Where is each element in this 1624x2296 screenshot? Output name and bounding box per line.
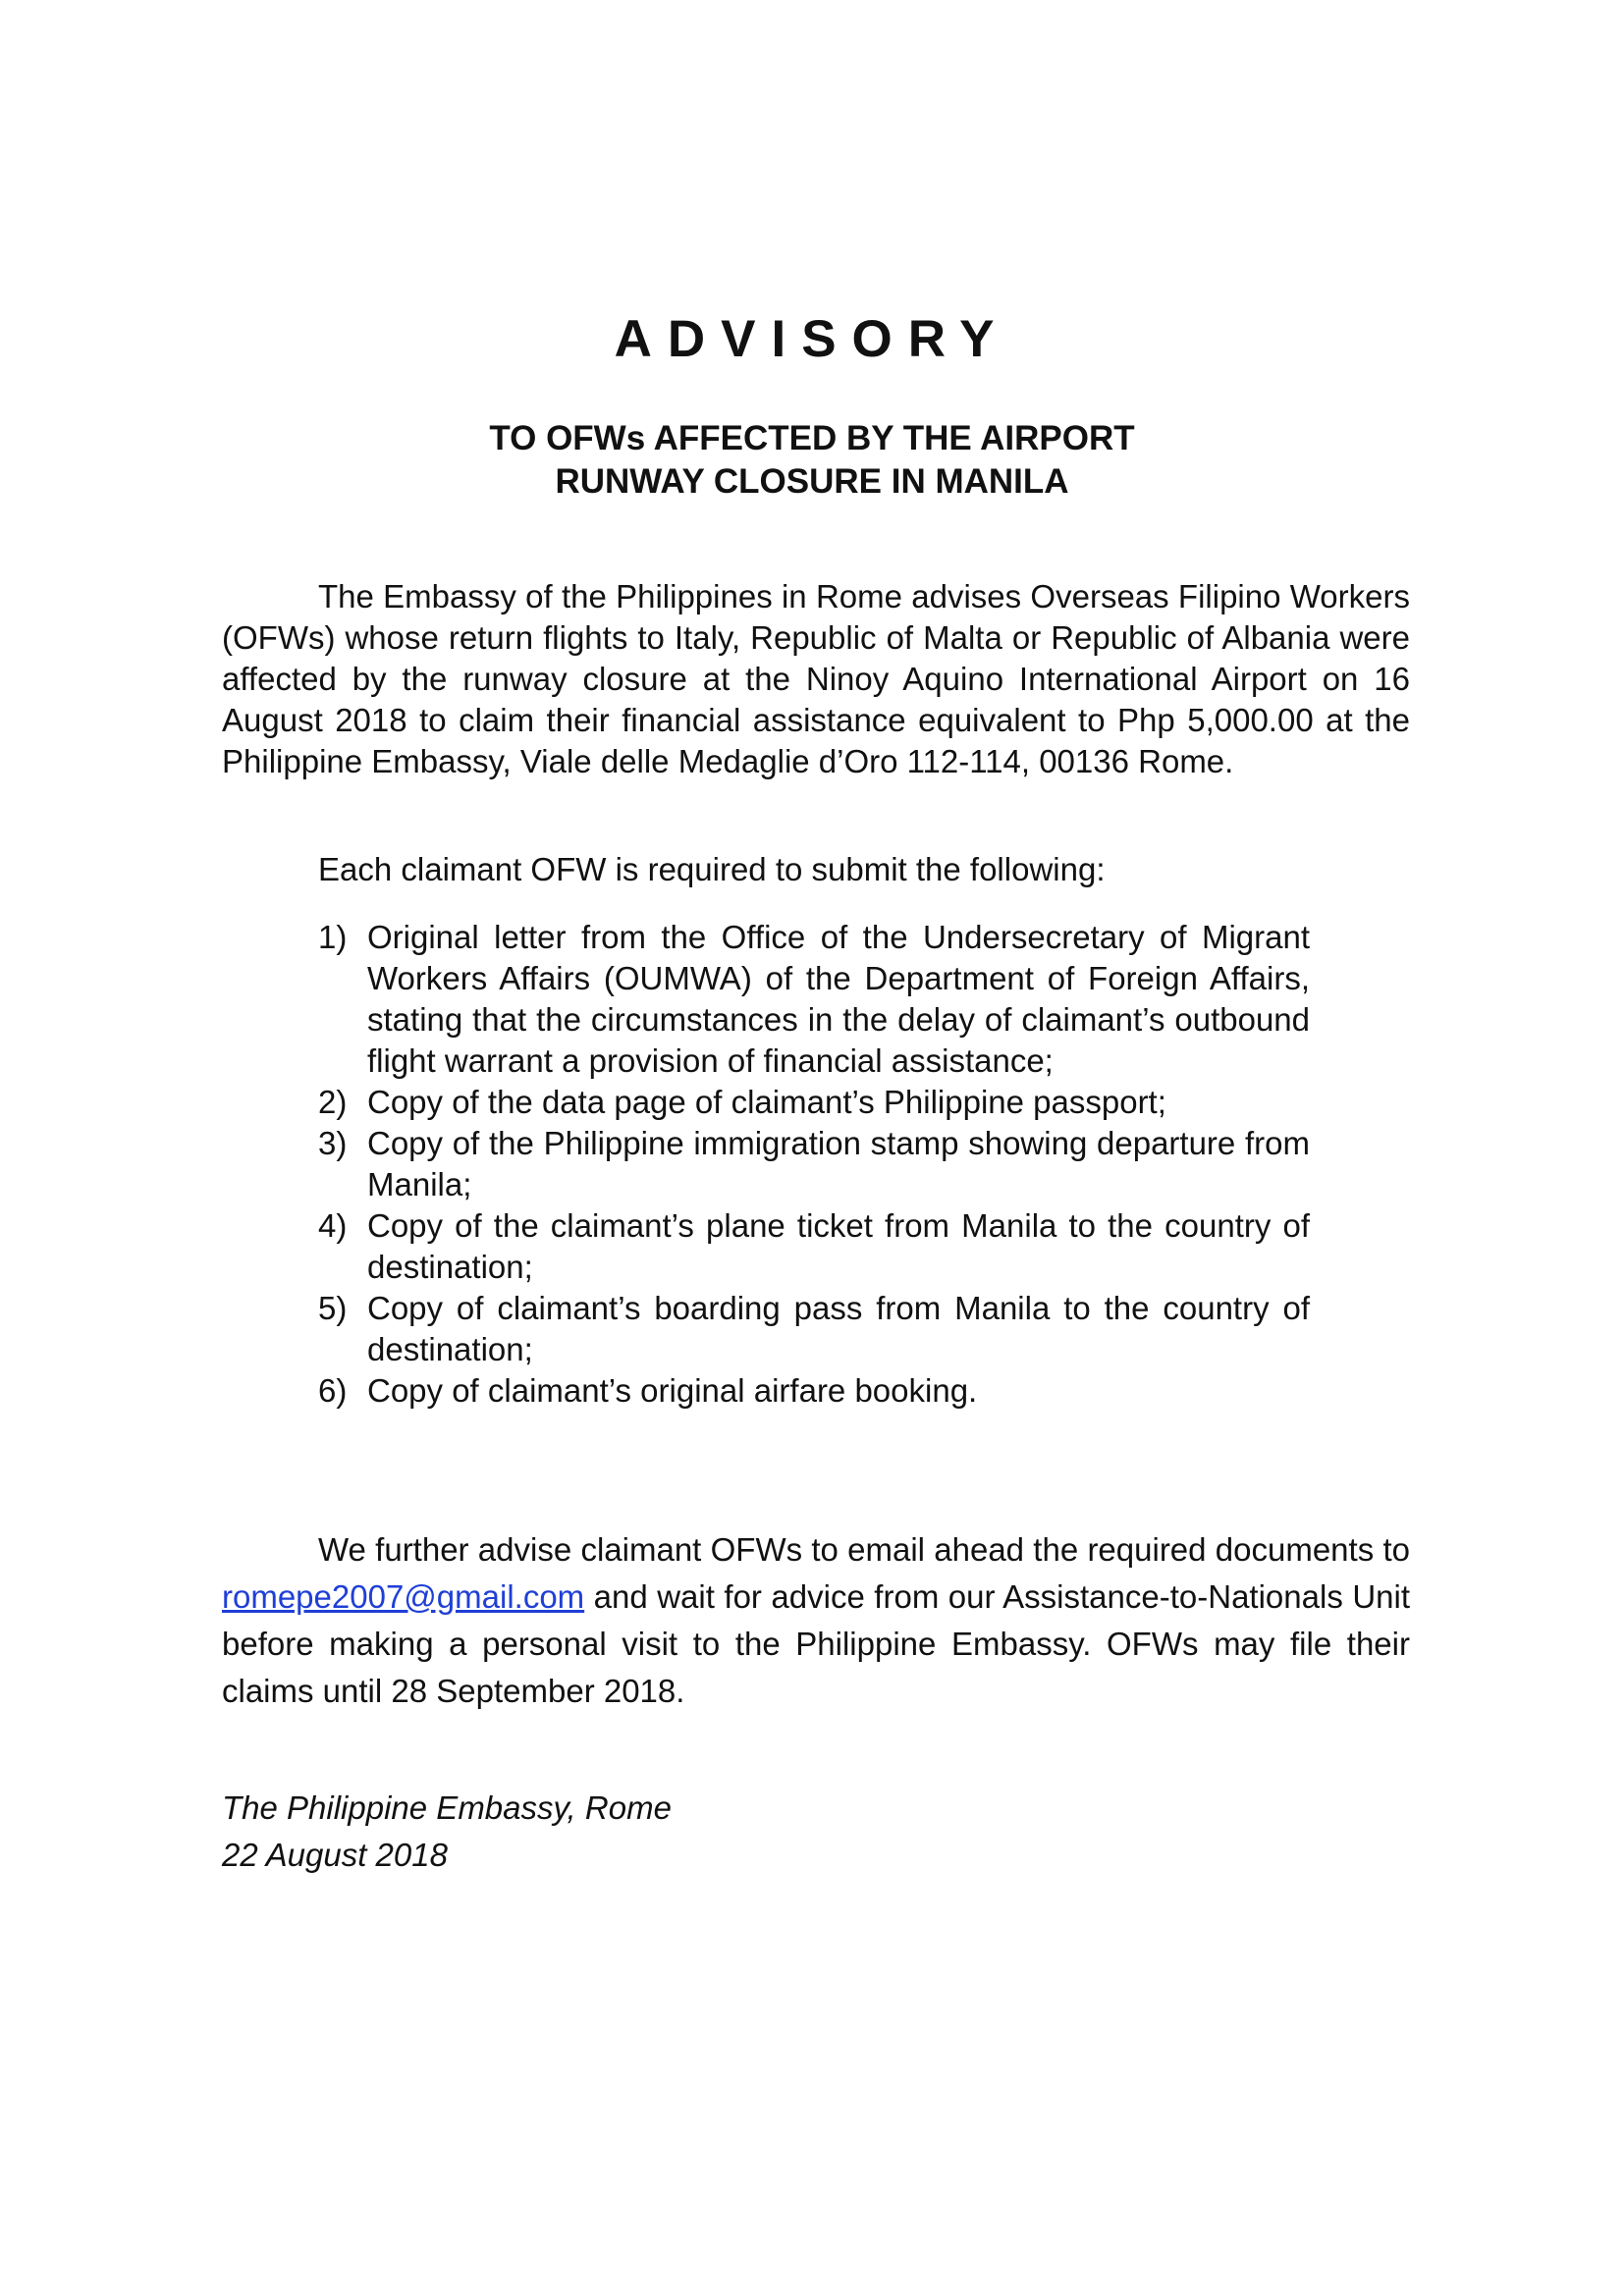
list-item-number: 5) [318, 1290, 348, 1326]
list-item [318, 1082, 1310, 1123]
intro-paragraph: The Embassy of the Philippines in Rome advises Overseas Filipino Workers (OFWs) whose return flights to Italy, Republic of Malta or Republic of Albania were affected by the runway closure at the Ninoy Aquino International Airport on 16 August 2018 to claim their financial assistance equivalent to Php 5,000.00 at the Philippine Embassy, Viale delle Medaglie d’Oro 112-114, 00136 Rome. [222, 578, 1410, 779]
closing-text-after-email: and wait for advice from our Assistance-to-Nationals Unit before making a personal visit to the Philippine Embassy. OFWs may file their claims until 28 September 2018. [222, 1578, 1410, 1709]
closing-text-before-email: We further advise claimant OFWs to email ahead the required documents to [318, 1531, 1410, 1568]
list-item-number: 4) [318, 1207, 348, 1244]
requirements-intro: Each claimant OFW is required to submit the following: [318, 851, 1106, 887]
list-item [318, 917, 1310, 1082]
signature-date: 22 August 2018 [222, 1837, 448, 1873]
list-item [318, 1288, 1310, 1370]
page-title: ADVISORY [614, 310, 1010, 368]
list-item-text: Copy of the data page of claimant’s Philippine passport; [367, 1084, 1166, 1120]
list-item-number: 1) [318, 919, 348, 955]
email-link[interactable]: romepe2007@gmail.com [222, 1578, 585, 1615]
signature-name: The Philippine Embassy, Rome [222, 1789, 672, 1826]
page-subtitle [0, 417, 1624, 504]
list-item [318, 1123, 1310, 1205]
subtitle-line-1: TO OFWs AFFECTED BY THE AIRPORT [489, 419, 1135, 457]
list-item-number: 2) [318, 1084, 348, 1120]
requirements-list [318, 917, 1310, 1412]
list-item-number: 6) [318, 1372, 348, 1409]
list-item-text: Copy of claimant’s boarding pass from Manila to the country of destination; [367, 1290, 1310, 1367]
closing-paragraph [222, 1526, 1410, 1715]
subtitle-line-2: RUNWAY CLOSURE IN MANILA [555, 462, 1069, 501]
list-item [318, 1370, 1310, 1412]
list-item-number: 3) [318, 1125, 348, 1161]
list-item-text: Copy of the Philippine immigration stamp showing departure from Manila; [367, 1125, 1310, 1202]
signature-block [222, 1785, 672, 1879]
list-item-text: Original letter from the Office of the Undersecretary of Migrant Workers Affairs (OUMWA) of the Department of Foreign Affairs, stating that the circumstances in the delay of claimant’s outbound flight warrant a provision of financial assistance; [367, 919, 1310, 1079]
list-item-text: Copy of the claimant’s plane ticket from Manila to the country of destination; [367, 1207, 1310, 1285]
list-item [318, 1205, 1310, 1288]
list-item-text: Copy of claimant’s original airfare booking. [367, 1372, 978, 1409]
